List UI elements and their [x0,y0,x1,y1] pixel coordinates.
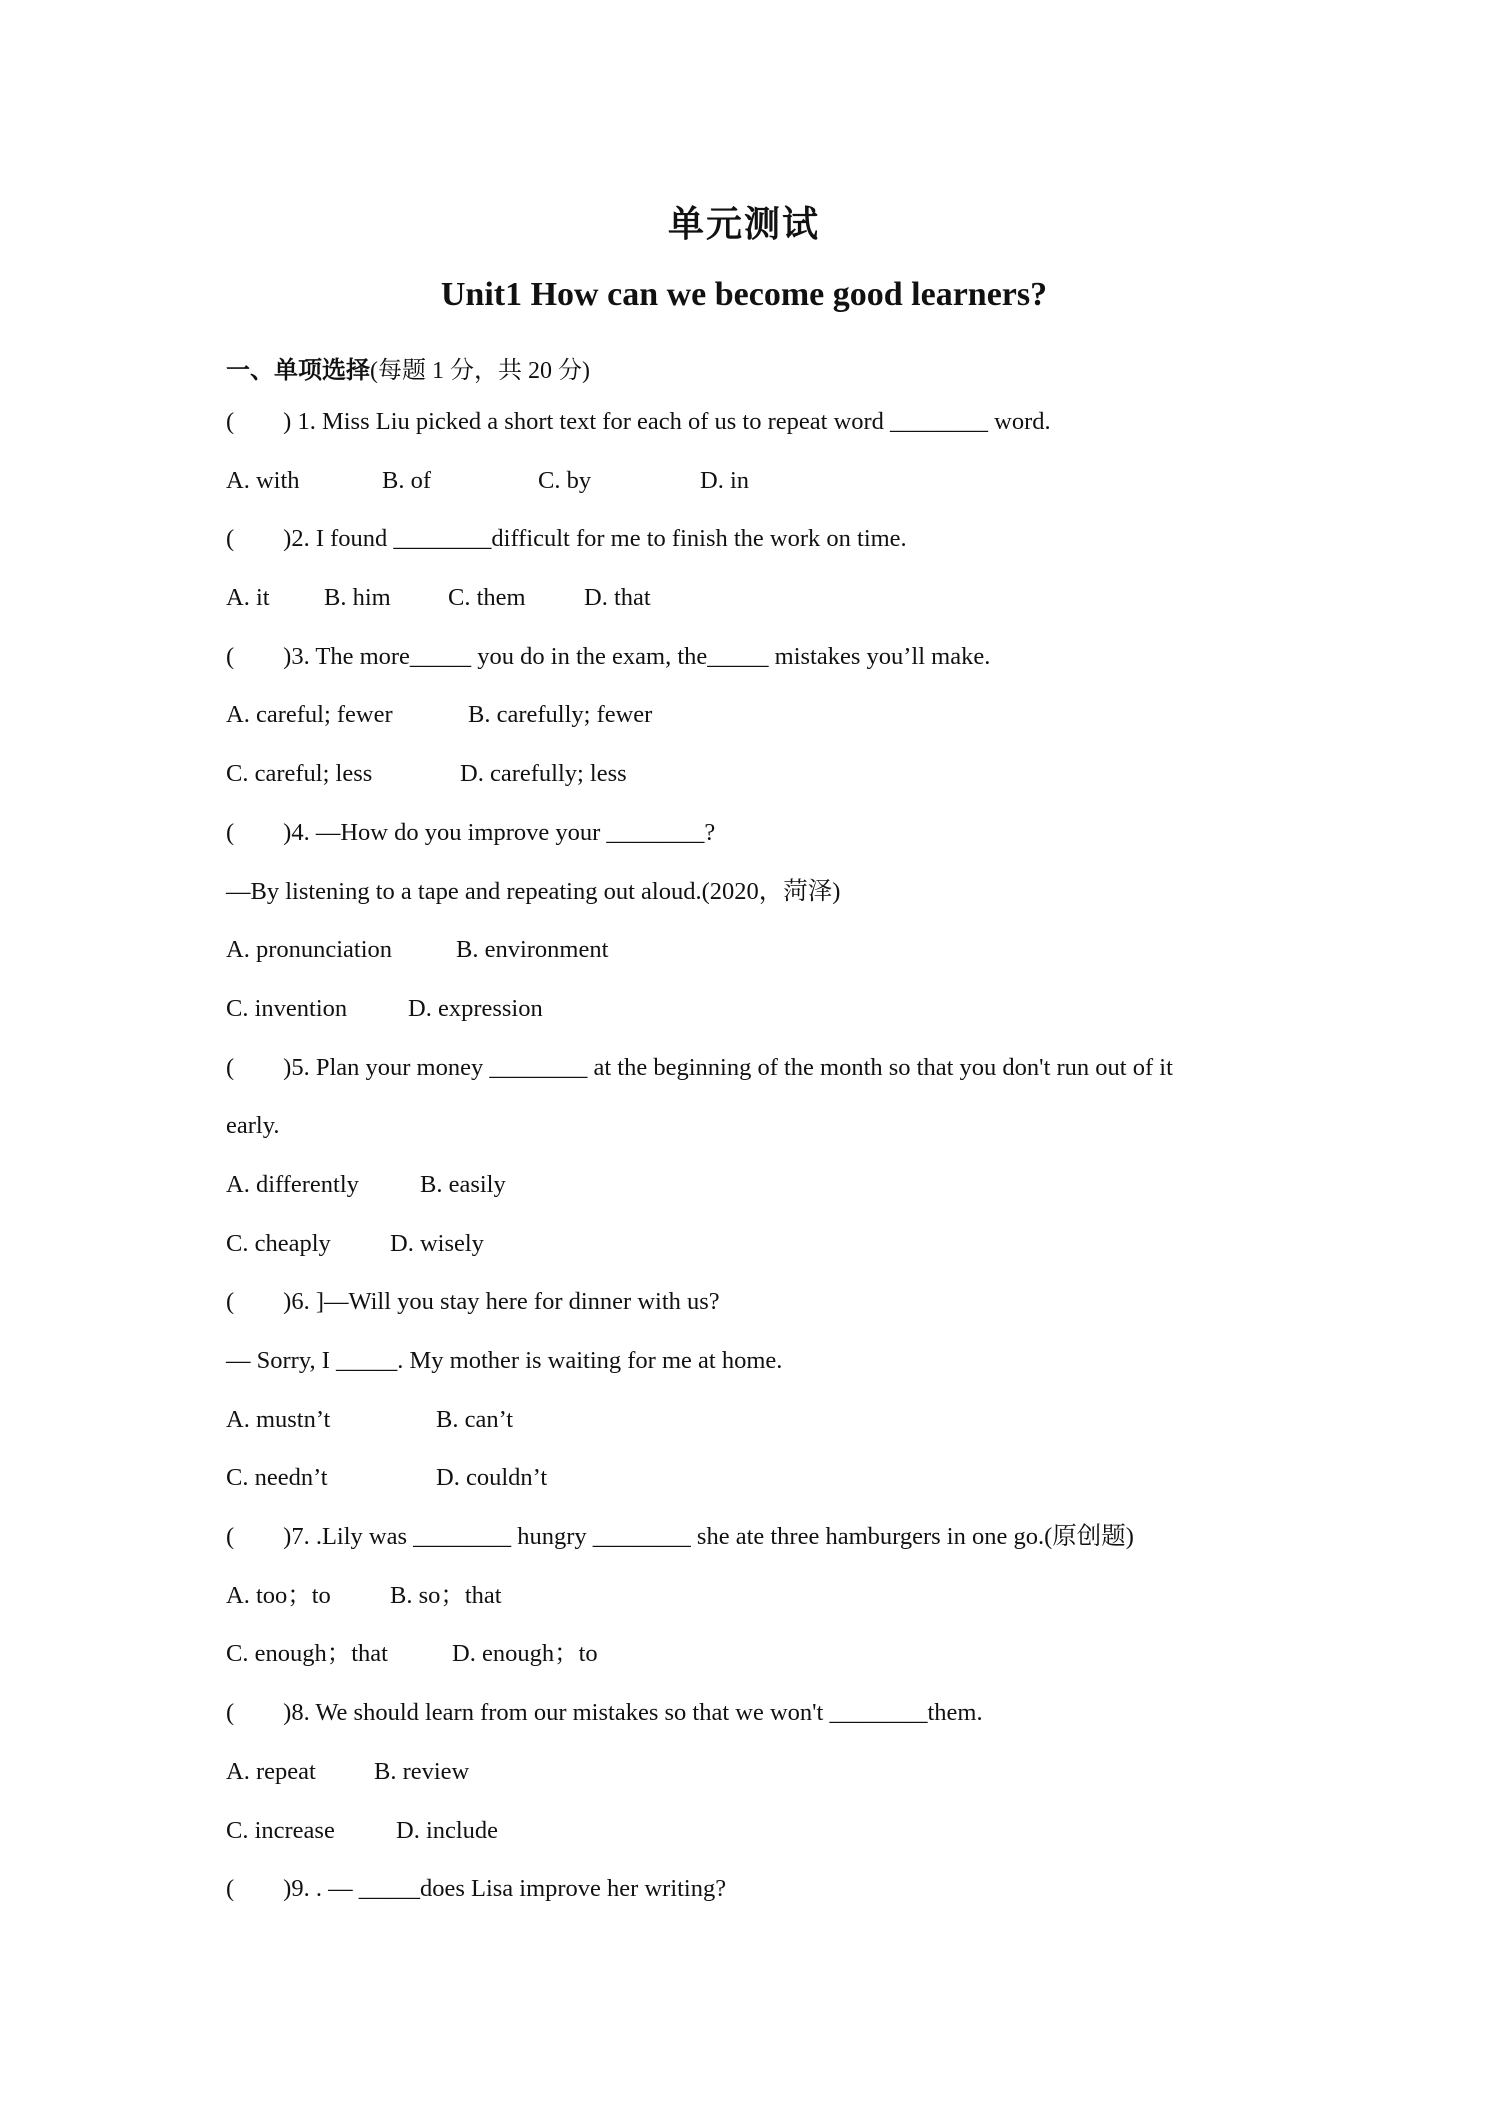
question-5-option-a: A. differently [226,1170,359,1198]
question-6-stem: ( )6. ]—Will you stay here for dinner with us? [226,1288,720,1316]
question-6-option-a: A. mustn’t [226,1405,331,1433]
question-8-options-row-1 [226,1757,1286,1816]
question-4-stem: ( )4. —How do you improve your ________? [226,818,716,846]
question-list [226,407,1286,1933]
question-3-options-row-2 [226,759,1286,818]
question-8-option-d: D. include [396,1816,499,1844]
question-7-option-b: B. so；that [390,1581,502,1609]
question-2-options [226,583,1286,642]
question-4-option-d: D. expression [408,994,543,1022]
question-2-option-d: D. that [584,584,651,612]
question-5-stem-continued: early. [226,1112,280,1140]
question-7-option-c: C. enough；that [226,1640,388,1668]
question-7-options-row-2 [226,1639,1286,1698]
question-1-option-d: D. in [700,466,749,494]
question-5-options-row-1 [226,1170,1286,1229]
question-6-option-c: C. needn’t [226,1464,328,1492]
question-3-option-d: D. carefully; less [460,760,627,788]
page-title-chinese: 单元测试 [667,204,820,245]
question-8-option-a: A. repeat [226,1757,316,1785]
question-5-options-row-2 [226,1229,1286,1288]
question-5-option-b: B. easily [420,1170,506,1198]
question-8-option-c: C. increase [226,1816,335,1844]
question-8-options-row-2 [226,1816,1286,1875]
question-4-option-a: A. pronunciation [226,936,393,964]
page-title-english: Unit1 How can we become good learners? [440,276,1048,313]
question-2-option-a: A. it [226,584,270,612]
question-3-option-b: B. carefully; fewer [468,701,653,729]
section-heading-note: (每题 1 分，共 20 分) [370,358,590,384]
question-6-option-b: B. can’t [436,1405,514,1433]
question-5-stem: ( )5. Plan your money ________ at the beginning of the month so that you don't run out of it [226,1053,1173,1081]
question-6-answer-line: — Sorry, I _____. My mother is waiting for me at home. [226,1347,783,1374]
question-4-option-c: C. invention [226,994,348,1022]
question-2-stem: ( )2. I found ________difficult for me to finish the work on time. [226,525,907,553]
question-1-options [226,466,1286,525]
question-6-options-row-2 [226,1463,1286,1522]
question-1-option-b: B. of [382,466,431,494]
question-3-option-a: A. careful; fewer [226,701,393,729]
question-2-option-b: B. him [324,584,391,612]
question-6-option-d: D. couldn’t [436,1464,548,1492]
section-heading [226,350,590,385]
question-7-stem: ( )7. .Lily was ________ hungry ________ she ate three hamburgers in one go.(原创题) [226,1523,1134,1551]
question-4-answer-line: —By listening to a tape and repeating out aloud.(2020，菏泽) [226,877,841,905]
question-7-option-d: D. enough；to [452,1640,598,1668]
question-3-option-c: C. careful; less [226,760,373,788]
question-3-options-row-1 [226,700,1286,759]
question-1-option-c: C. by [538,466,592,494]
question-4-options-row-1 [226,935,1286,994]
question-1-option-a: A. with [226,466,300,494]
section-heading-label: 一、单项选择 [226,356,370,384]
question-1-stem: ( ) 1. Miss Liu picked a short text for each of us to repeat word ________ word. [226,408,1051,435]
question-6-options-row-1 [226,1405,1286,1464]
question-2-option-c: C. them [448,584,526,612]
question-5-option-d: D. wisely [390,1229,484,1257]
question-7-options-row-1 [226,1581,1286,1640]
question-4-options-row-2 [226,994,1286,1053]
question-9-stem: ( )9. . — _____does Lisa improve her writing? [226,1875,727,1903]
question-7-option-a: A. too；to [226,1581,331,1609]
question-4-option-b: B. environment [456,936,609,964]
question-3-stem: ( )3. The more_____ you do in the exam, the_____ mistakes you’ll make. [226,642,991,670]
question-8-option-b: B. review [374,1757,470,1785]
question-5-option-c: C. cheaply [226,1229,331,1257]
question-8-stem: ( )8. We should learn from our mistakes so that we won't ________them. [226,1699,983,1727]
